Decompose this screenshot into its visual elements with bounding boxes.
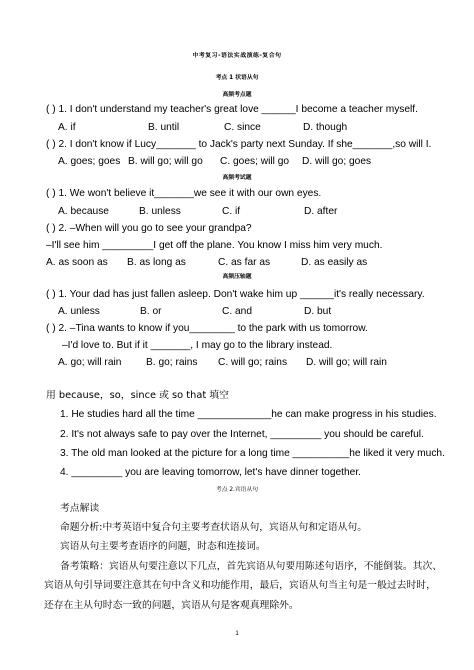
section1-heading: 考点 1 状语从句: [215, 75, 259, 81]
option-a: A. as soon as: [46, 257, 108, 268]
question-text-line2: –I'd love to. But if it _______, I may go to the library instead.: [62, 340, 333, 351]
option-b: B. until: [148, 122, 180, 133]
question-text: ( ) 1. Your dad has just fallen asleep. Don't wake him up ______it's really necessary.: [46, 289, 425, 300]
high-frequency-final-heading: 高频压轴题: [222, 274, 252, 280]
option-b: B. unless: [139, 206, 181, 217]
fill-item: 1. He studies hard all the time _____________he can make progress in his studies.: [60, 409, 437, 420]
fill-item: 3. The old man looked at the picture for a long time __________he liked it very much.: [60, 448, 445, 459]
question-text: ( ) 1. I don't understand my teacher's great love ______I become a teacher myself.: [46, 104, 418, 115]
paragraph-line: 宾语从句引导词要注意其在句中含义和功能作用，最后，宾语从句当主句是一般过去时时，: [44, 580, 436, 591]
option-a: A. unless: [58, 306, 100, 317]
fill-item: 4. _________ you are leaving tomorrow, let's have dinner together.: [60, 467, 361, 478]
fill-item: 2. It's not always safe to pay over the Internet, _________ you should be careful.: [60, 429, 424, 440]
option-b: B. as long as: [127, 257, 186, 268]
option-c: C. goes; will go: [220, 156, 290, 167]
question-text-line2: –I'll see him _________I get off the plane. You know I miss him very much.: [46, 240, 383, 251]
option-d: D. after: [304, 206, 338, 217]
high-frequency-test-heading: 高频考试题: [222, 175, 252, 181]
option-b: B. or: [140, 306, 162, 317]
option-c: C. since: [224, 122, 261, 133]
option-a: A. goes; goes: [58, 156, 121, 167]
option-a: A. go; will rain: [58, 357, 122, 368]
option-d: D. but: [304, 306, 332, 317]
high-frequency-points-heading: 高频考点题: [222, 92, 252, 98]
option-a: A. because: [58, 206, 109, 217]
option-b: B. will go; will go: [128, 156, 203, 167]
page-number: 1: [235, 631, 239, 637]
option-c: C. will go; rains: [218, 357, 288, 368]
question-text: ( ) 1. We won't believe it_______we see it with our own eyes.: [46, 188, 322, 199]
option-d: D. will go; goes: [302, 156, 372, 167]
section2-heading: 考点 2.宾语从句: [215, 487, 259, 493]
option-a: A. if: [58, 122, 76, 133]
question-text: ( ) 2. –When will you go to see your grandpa?: [46, 223, 252, 234]
option-b: B. go; rains: [146, 357, 198, 368]
fill-instruction: 用 because，so，since 或 so that 填空: [46, 390, 229, 401]
paragraph: 命题分析:中考英语中复合句主要考查状语从句，宾语从句和定语从句。: [60, 522, 368, 533]
document-title: 中考复习-语法实战演练-复合句: [192, 53, 282, 59]
option-c: C. if: [222, 206, 241, 217]
option-c: C. and: [222, 306, 253, 317]
paragraph-line: 还存在主从句时态一致的问题，宾语从句是客观真理除外。: [44, 600, 299, 611]
paragraph-line: 备考策略：宾语从句要注意以下几点，首先宾语从句要用陈述句语序，不能倒装。其次、: [60, 561, 443, 572]
option-d: D. though: [303, 122, 348, 133]
analysis-heading: 考点解读: [60, 503, 100, 514]
option-d: D. as easily as: [301, 257, 368, 268]
paragraph: 宾语从句主要考查语序的问题，时态和连接词。: [60, 541, 266, 552]
question-text: ( ) 2. I don't know if Lucy_______ to Jack's party next Sunday. If she_______,so will I.: [46, 139, 432, 150]
option-c: C. as far as: [218, 257, 271, 268]
question-text: ( ) 2. –Tina wants to know if you________ to the park with us tomorrow.: [46, 323, 368, 334]
option-d: D. will go; will rain: [306, 357, 387, 368]
